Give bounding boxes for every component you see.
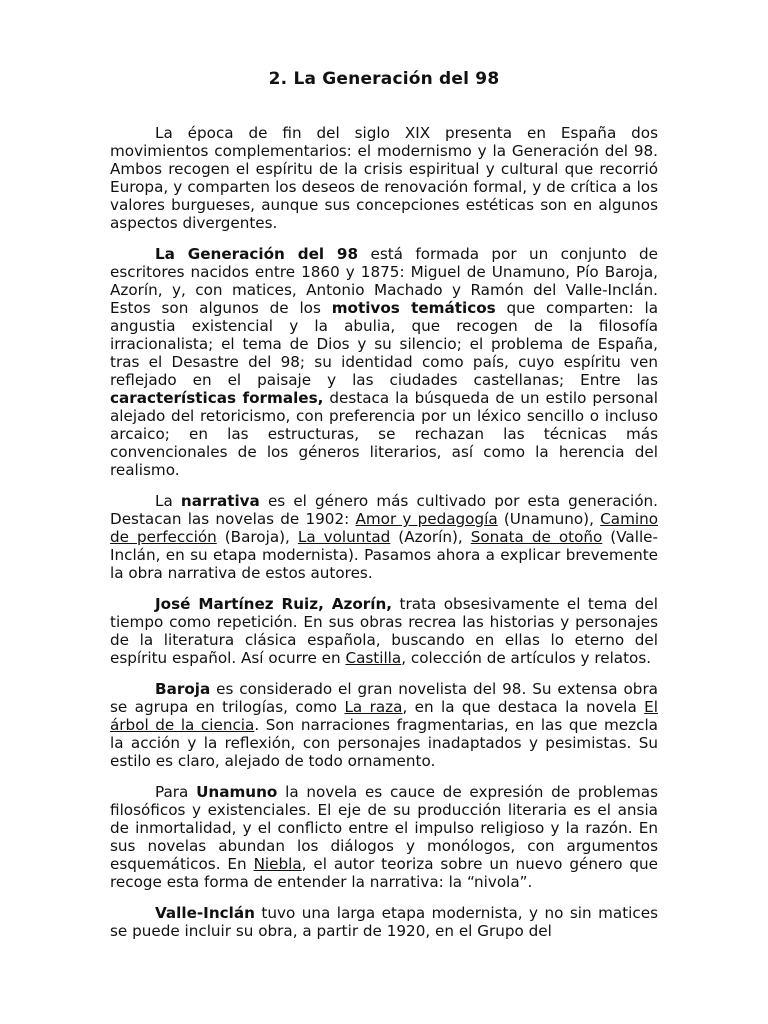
- paragraph-unamuno: [110, 783, 658, 891]
- text: la novela es cauce de expresión de problemas filosóficos y existenciales. El eje de su producción literaria es el ansia de inmortalidad, y el conflicto entre el impulso religioso y la razón. En sus novelas abundan los diálogos y monólogos, con argumentos esquemáticos. En: [110, 783, 658, 873]
- bold-term: José Martínez Ruiz, Azorín,: [155, 595, 393, 613]
- text: (Valle-Inclán, en su etapa modernista). Pasamos ahora a explicar brevemente la obra narrativa de estos autores.: [110, 528, 658, 582]
- book-title: Sonata de otoño: [470, 528, 603, 546]
- bold-term: motivos temáticos: [331, 299, 496, 317]
- bold-term: narrativa: [180, 492, 260, 510]
- bold-term: La Generación del 98: [155, 245, 359, 263]
- text: destaca la búsqueda de un estilo personal alejado del retoricismo, con preferencia por un léxico sencillo o incluso arcaico; en las estructuras, se rechazan las técnicas más convencionales de los géneros literarios, así como la herencia del realismo.: [110, 389, 658, 479]
- text: trata obsesivamente el tema del tiempo como repetición. En sus obras recrea las historias y personajes de la literatura clásica española, buscando en ellas lo eterno del espíritu español. Así ocurre en: [110, 595, 658, 667]
- text: es considerado el gran novelista del 98. Su extensa obra se agrupa en trilogías, como: [110, 680, 658, 716]
- bold-term: características formales,: [110, 389, 324, 407]
- book-title: Amor y pedagogía: [355, 510, 498, 528]
- text: que comparten: la angustia existencial y la abulia, que recogen de la filosofía irracionalista; el tema de Dios y su silencio; el problema de España, tras el Desastre del 98; su identidad como país, cuyo espíritu ven reflejado en el paisaje y las ciudades castellanas; Entre las: [110, 299, 658, 389]
- book-title: Camino de perfección: [110, 510, 658, 546]
- bold-term: Valle-Inclán: [155, 904, 255, 922]
- text: La época de fin del siglo XIX presenta en España dos movimientos complementarios: el modernismo y la Generación del 98. Ambos recogen el espíritu de la crisis espiritual y cultural que recorrió Europa, y comparten los deseos de renovación formal, y de crítica a los valores burgueses, aunque sus concepciones estéticas son en algunos aspectos divergentes.: [110, 124, 658, 232]
- text: . Son narraciones fragmentarias, en las que mezcla la acción y la reflexión, con personajes inadaptados y pesimistas. Su estilo es claro, alejado de todo ornamento.: [110, 716, 658, 770]
- text: , colección de artículos y relatos.: [401, 649, 652, 667]
- text: (Unamuno),: [497, 510, 601, 528]
- text: (Azorín),: [390, 528, 471, 546]
- page-title: 2. La Generación del 98: [268, 69, 500, 89]
- book-title: La raza: [344, 698, 403, 716]
- bold-term: Baroja: [155, 680, 211, 698]
- document-page: [110, 68, 658, 953]
- paragraph-narrativa: [110, 492, 658, 582]
- paragraph-baroja: [110, 680, 658, 770]
- paragraph-valle-inclan: [110, 904, 658, 940]
- bold-term: Unamuno: [196, 783, 278, 801]
- text: , en la que destaca la novela: [402, 698, 645, 716]
- text: es el género más cultivado por esta generación. Destacan las novelas de 1902:: [110, 492, 658, 528]
- book-title: La voluntad: [297, 528, 391, 546]
- paragraph-azorin: [110, 595, 658, 667]
- text: La: [155, 492, 181, 510]
- text: tuvo una larga etapa modernista, y no sin matices se puede incluir su obra, a partir de 1920, en el Grupo del: [110, 904, 658, 940]
- text: (Baroja),: [216, 528, 298, 546]
- book-title: Niebla: [253, 855, 302, 873]
- paragraph-intro: [110, 124, 658, 232]
- text: Para: [155, 783, 197, 801]
- book-title: Castilla: [345, 649, 402, 667]
- paragraph-generacion: [110, 245, 658, 479]
- text: , el autor teoriza sobre un nuevo género que recoge esta forma de entender la narrativa: la “nivola”.: [110, 855, 659, 891]
- book-title: El árbol de la ciencia: [110, 698, 658, 734]
- text: está formada por un conjunto de escritores nacidos entre 1860 y 1875: Miguel de Unamuno, Pío Baroja, Azorín, y, con matices, Antonio Machado y Ramón del Valle-Inclán. Estos son algunos de los: [110, 245, 659, 317]
